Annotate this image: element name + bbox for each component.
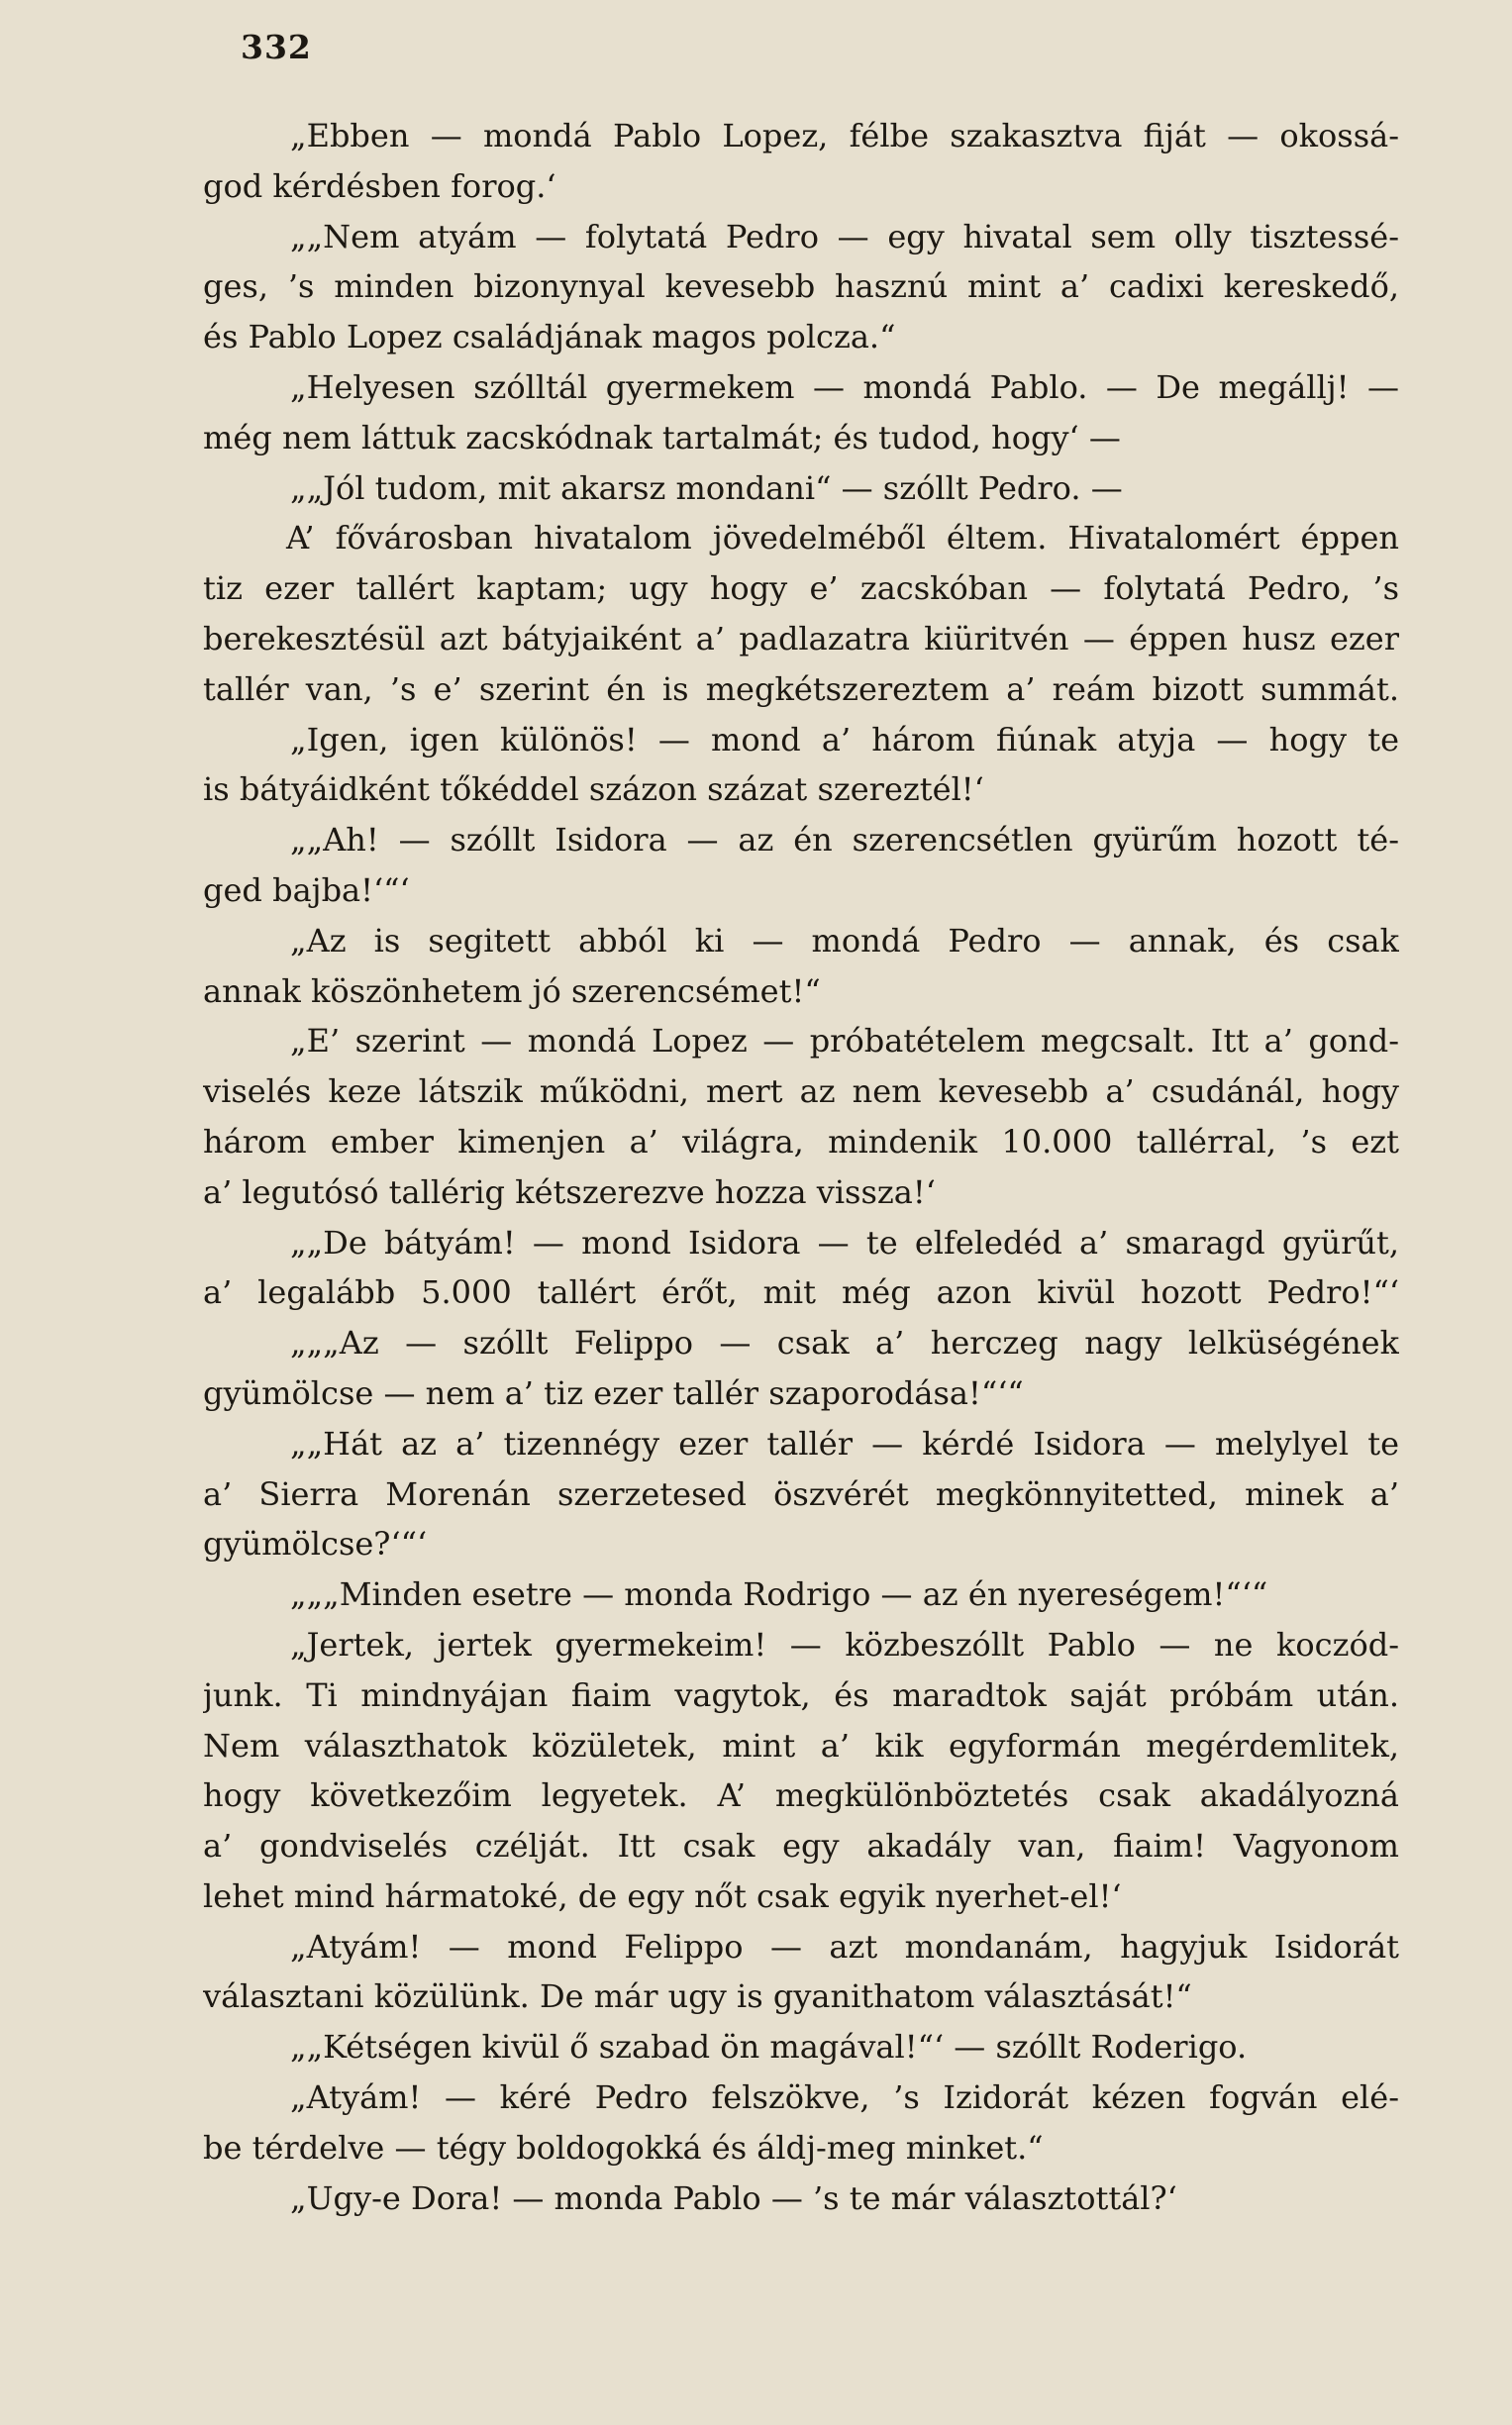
page-text [203,111,1399,2223]
text-line: „„De bátyám! — mond Isidora — te elfeledéd a’ smaragd gyürűt, [290,1223,1399,1262]
text-line: és Pablo Lopez családjának magos polcza.“ [203,318,896,356]
text-line: tiz ezer tallért kaptam; ugy hogy e’ zacskóban — folytatá Pedro, ’s [203,569,1399,608]
text-line: „E’ szerint — mondá Lopez — próbatételem megcsalt. Itt a’ gond- [290,1022,1399,1061]
text-line: „Ugy-e Dora! — monda Pablo — ’s te már választottál?‘ [290,2178,1177,2217]
text-line: „Igen, igen különös! — mond a’ három fiúnak atyja — hogy te [290,720,1399,758]
text-line: a’ legutósó tallérig kétszerezve hozza vissza!‘ [203,1172,936,1211]
text-line: lehet mind hármatoké, de egy nőt csak egyik nyerhet-el!‘ [203,1876,1122,1915]
text-line: a’ legalább 5.000 tallért érőt, mit még azon kivül hozott Pedro!“‘ [203,1273,1399,1312]
text-line: a’ gondviselés czélját. Itt csak egy akadály van, fiaim! Vagyonom [203,1827,1399,1866]
text-line: „Az is segitett abból ki — mondá Pedro — annak, és csak [290,921,1399,960]
text-line: junk. Ti mindnyájan fiaim vagytok, és maradtok saját próbám után. [203,1675,1399,1714]
text-line: „„Hát az a’ tizennégy ezer tallér — kérdé Isidora — melylyel te [290,1424,1399,1463]
text-line: „„„Minden esetre — monda Rodrigo — az én nyereségem!“‘“ [290,1575,1268,1614]
text-line: „„Jól tudom, mit akarsz mondani“ — szóllt Pedro. — [290,468,1123,507]
text-line: is bátyáidként tőkéddel százon százat szereztél!‘ [203,770,984,809]
text-line: „Jertek, jertek gyermekeim! — közbeszóllt Pablo — ne koczód- [290,1625,1399,1664]
text-line: gyümölcse?‘“‘ [203,1525,428,1564]
text-line: berekesztésül azt bátyjaiként a’ padlazatra kiüritvén — éppen husz ezer [203,619,1399,657]
text-line: még nem láttuk zacskódnak tartalmát; és tudod, hogy‘ — [203,418,1121,456]
text-line: ged bajba!‘“‘ [203,870,410,909]
text-line: annak köszönhetem jó szerencsémet!“ [203,971,821,1010]
text-line: „„Nem atyám — folytatá Pedro — egy hivatal sem olly tisztessé- [290,217,1399,255]
text-line: A’ fővárosban hivatalom jövedelméből éltem. Hivatalomért éppen [286,519,1399,557]
text-line: viselés keze látszik működni, mert az nem kevesebb a’ csudánál, hogy [203,1072,1399,1111]
text-line: a’ Sierra Morenán szerzetesed öszvérét megkönnyitetted, minek a’ [203,1474,1399,1513]
text-line: „„Ah! — szóllt Isidora — az én szerencsétlen gyürűm hozott té- [290,821,1399,859]
text-line: „Atyám! — kéré Pedro felszökve, ’s Izidorát kézen fogván elé- [290,2078,1399,2117]
page-number: 332 [241,28,312,66]
text-line: hogy következőim legyetek. A’ megkülönböztetés csak akadályozná [203,1776,1399,1815]
text-line: ges, ’s minden bizonynyal kevesebb hasznú mint a’ cadixi kereskedő, [203,267,1399,306]
text-line: három ember kimenjen a’ világra, mindenik 10.000 tallérral, ’s ezt [203,1122,1399,1161]
text-line: gyümölcse — nem a’ tiz ezer tallér szaporodása!“‘“ [203,1373,1024,1412]
text-line: „„„Az — szóllt Felippo — csak a’ herczeg nagy lelküségének [290,1324,1399,1363]
text-line: „Helyesen szólltál gyermekem — mondá Pablo. — De megállj! — [290,367,1399,406]
text-line: „„Kétségen kivül ő szabad ön magával!“‘ — szóllt Roderigo. [290,2028,1248,2067]
text-line: tallér van, ’s e’ szerint én is megkétszereztem a’ reám bizott summát. [203,669,1399,708]
text-line: be térdelve — tégy boldogokká és áldj-meg minket.“ [203,2128,1044,2167]
text-line: god kérdésben forog.‘ [203,166,556,205]
text-line: „Atyám! — mond Felippo — azt mondanám, hagyjuk Isidorát [290,1927,1399,1966]
text-line: „Ebben — mondá Pablo Lopez, félbe szakasztva fiját — okossá- [290,117,1399,154]
text-line: választani közülünk. De már ugy is gyanithatom választását!“ [203,1977,1192,2016]
text-line: Nem választhatok közületek, mint a’ kik egyformán megérdemlitek, [203,1726,1399,1765]
